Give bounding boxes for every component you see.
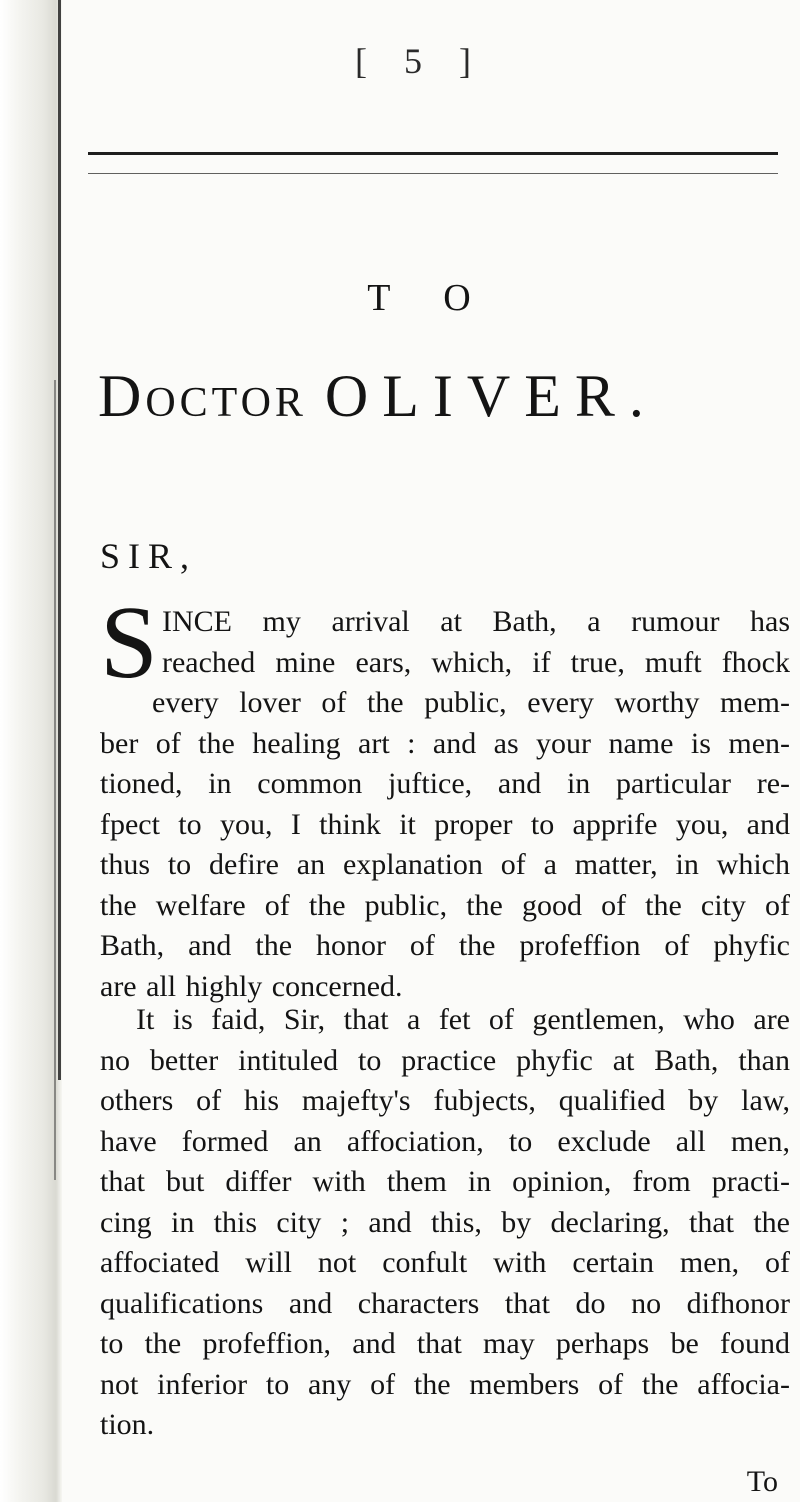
salutation: SIR, xyxy=(100,536,198,576)
drop-cap: S xyxy=(100,585,158,700)
text-line: thus to defire an explanation of a matter, in which xyxy=(100,848,790,881)
paragraph-1 xyxy=(100,602,790,1007)
page-number-header: [ 5 ] xyxy=(355,41,485,81)
text-line: tioned, in common juftice, and in particular re- xyxy=(100,767,790,800)
paragraph-2 xyxy=(100,1000,790,1446)
text-line: Bath, and the honor of the profeffion of phyfic xyxy=(100,929,790,962)
text-line: not inferior to any of the members of the affocia- xyxy=(100,1367,790,1401)
header-rule-thick xyxy=(88,152,778,155)
text-line: ber of the healing art : and as your name is men- xyxy=(100,726,790,760)
address-to: T O xyxy=(367,277,493,319)
text-line: INCE my arrival at Bath, a rumour has xyxy=(162,605,790,638)
text-line: It is faid, Sir, that a fet of gentlemen, who are xyxy=(136,1003,790,1036)
text-line: every lover of the public, every worthy mem- xyxy=(152,686,790,719)
text-line: that but differ with them in opinion, from practi- xyxy=(100,1165,790,1198)
addressee-name: OLIVER. xyxy=(324,363,658,429)
catchword: To xyxy=(746,1465,778,1498)
addressee-title xyxy=(98,362,798,431)
text-line: qualifications and characters that do no difhonor xyxy=(100,1286,790,1320)
text-line: reached mine ears, which, if true, muft fhock xyxy=(162,645,790,679)
gutter-shadow-line xyxy=(54,380,56,1180)
header-rule-thin xyxy=(88,173,778,174)
text-line: have formed an affociation, to exclude all men, xyxy=(100,1124,790,1158)
text-line: are all highly concerned. xyxy=(100,969,403,1003)
text-line: affociated will not confult with certain men, of xyxy=(100,1246,790,1279)
text-line: no better intituled to practice phyfic at Bath, than xyxy=(100,1043,790,1077)
doctor-word: Doctor xyxy=(98,363,307,429)
binding-gutter xyxy=(0,0,62,1502)
text-line: others of his majefty's fubjects, qualified by law, xyxy=(100,1084,790,1117)
text-line: cing in this city ; and this, by declaring, that the xyxy=(100,1205,790,1239)
gutter-edge-line xyxy=(58,0,61,1080)
text-line: to the profeffion, and that may perhaps be found xyxy=(100,1327,790,1360)
text-line: fpect to you, I think it proper to apprife you, and xyxy=(100,807,790,841)
text-line: the welfare of the public, the good of the city of xyxy=(100,888,790,922)
text-line: tion. xyxy=(100,1408,155,1441)
